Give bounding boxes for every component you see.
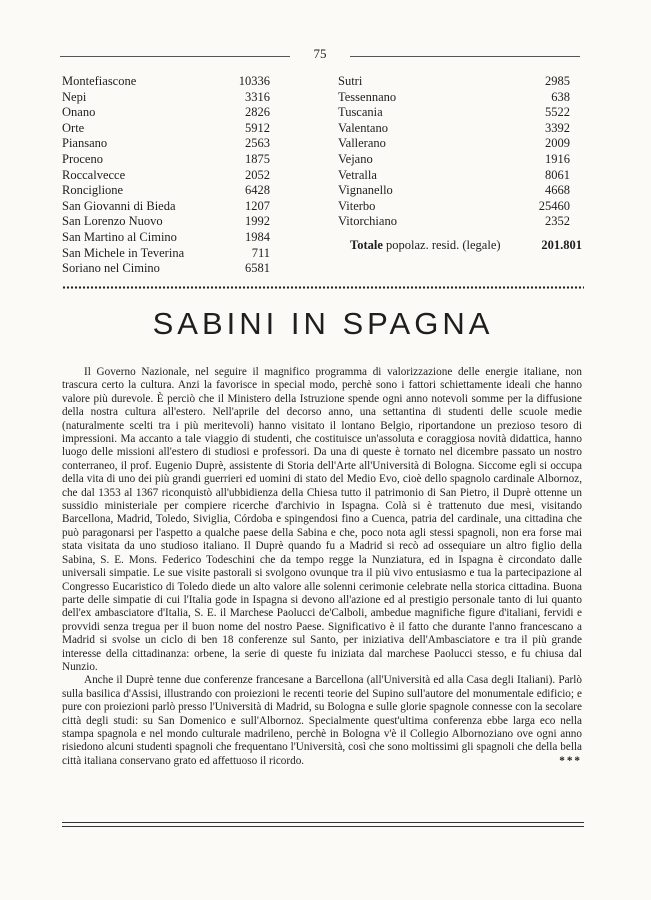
town-name: Ronciglione: [62, 183, 124, 198]
town-population: 10336: [238, 74, 270, 88]
town-name: Piansano: [62, 136, 108, 151]
towns-list-right: [338, 74, 570, 230]
header-rule-right: [350, 56, 580, 57]
total-label-bold: Totale: [350, 238, 383, 252]
town-row: [62, 214, 270, 230]
town-population: 2009: [545, 136, 570, 151]
town-name: Soriano nel Cimino: [62, 261, 160, 276]
town-row: [62, 136, 270, 152]
town-population: 1916: [545, 151, 570, 166]
town-row: [338, 90, 570, 106]
town-name: Viterbo: [338, 198, 376, 213]
town-row: [62, 90, 270, 106]
town-name: Orte: [62, 120, 85, 135]
header-rule-left: [60, 56, 290, 57]
town-population: 4668: [545, 183, 570, 198]
town-row: [62, 261, 270, 277]
total-label-rest: popolaz. resid. (legale): [386, 238, 501, 252]
town-population: 2826: [245, 105, 270, 120]
total-value: 201.801: [541, 238, 582, 252]
town-population: 6581: [245, 261, 270, 276]
town-population: 3392: [545, 120, 570, 135]
town-population: 6428: [245, 183, 270, 198]
town-name: Sutri: [338, 74, 363, 88]
town-population: 1207: [245, 198, 270, 213]
town-row: [338, 152, 570, 168]
end-mark: ***: [559, 754, 582, 767]
town-row: [338, 183, 570, 199]
page-number: 75: [313, 46, 327, 61]
town-population: 25460: [538, 198, 570, 213]
town-row: [62, 168, 270, 184]
town-row: [338, 121, 570, 137]
town-name: Valentano: [338, 120, 388, 135]
town-name: San Michele in Teverina: [62, 245, 185, 260]
town-name: Tessennano: [338, 89, 397, 104]
town-population: 2563: [245, 136, 270, 151]
town-population: 1875: [245, 151, 270, 166]
town-population: 2352: [545, 214, 570, 229]
town-name: San Giovanni di Bieda: [62, 198, 176, 213]
town-name: Vallerano: [338, 136, 386, 151]
bottom-rule: [62, 822, 584, 823]
town-population: 5522: [545, 105, 570, 120]
town-name: Onano: [62, 105, 96, 120]
town-population: 8061: [545, 167, 570, 182]
town-row: [62, 246, 270, 262]
town-name: Montefiascone: [62, 74, 137, 88]
town-name: San Lorenzo Nuovo: [62, 214, 163, 229]
town-name: Vignanello: [338, 183, 393, 198]
town-row: [338, 105, 570, 121]
town-population: 3316: [245, 89, 270, 104]
town-name: San Martino al Cimino: [62, 229, 177, 244]
town-population: 1992: [245, 214, 270, 229]
town-row: [62, 152, 270, 168]
town-name: Vejano: [338, 151, 373, 166]
town-row: [62, 121, 270, 137]
town-population: 2985: [545, 74, 570, 88]
town-row: [338, 136, 570, 152]
town-population: 638: [551, 89, 570, 104]
town-row: [62, 105, 270, 121]
town-name: Roccalvecce: [62, 167, 126, 182]
population-total: [350, 238, 582, 253]
article-title: SABINI IN SPAGNA: [152, 306, 494, 341]
town-name: Nepi: [62, 89, 87, 104]
town-row: [62, 199, 270, 215]
article-paragraph-2: [62, 674, 582, 768]
bottom-rule-second: [62, 826, 584, 827]
page-header: [60, 46, 580, 66]
town-row: [338, 168, 570, 184]
town-row: [62, 230, 270, 246]
towns-list-left: [62, 74, 270, 277]
town-row: [338, 74, 570, 90]
total-label: [350, 238, 501, 253]
article-paragraph-2-text: Anche il Duprè tenne due conferenze francesane a Barcellona (all'Università ed alla Casa degli Italiani). Parlò sulla basilica d'Assisi, illustrando con proiezioni le recenti teorie del Supino sull'autore del monumentale edificio; e pure con proiezioni parlò presso l'Università di Madrid, su Bologna e sulle glorie spagnole connesse con la secolare città degli studi: su San Domenico e sull'Albornoz. Specialmente quest'ultima conferenza ebbe larga eco nella stampa spagnola e nel mondo culturale madrileno, perchè in Bologna v'è il Collegio Albornoziano ove ogni anno risiedono alcuni studenti spagnoli che frequentano l'Università, così che sono moltissimi gli spagnoli che della bella città italiana conservano grato ed affettuoso il ricordo.: [62, 674, 582, 767]
town-name: Tuscania: [338, 105, 383, 120]
town-population: 5912: [245, 120, 270, 135]
town-name: Proceno: [62, 151, 103, 166]
dotted-separator: [62, 286, 584, 289]
town-row: [338, 199, 570, 215]
town-population: 711: [251, 245, 270, 260]
article-body: [62, 366, 582, 768]
town-name: Vitorchiano: [338, 214, 397, 229]
town-population: 1984: [245, 229, 270, 244]
town-name: Vetralla: [338, 167, 377, 182]
town-row: [62, 74, 270, 90]
article-paragraph-1: Il Governo Nazionale, nel seguire il magnifico programma di valorizzazione delle energie italiane, non trascura certo la cultura. Anzi la favorisce in special modo, perchè sono i fattori schiettamente ideali che hanno valore più durevole. È perciò che il Ministero della Istruzione spende ogni anno notevoli somme per la diffusione della nostra cultura all'estero. Nell'aprile del decorso anno, una settantina di studenti delle scuole medie (naturalmente scelti tra i più meritevoli) hanno visitato il lontano Belgio, riportandone un prezioso tesoro di impressioni. Ma accanto a tale viaggio di studenti, che costituisce un'assoluta e coraggiosa novità didattica, hanno luogo delle missioni all'estero di studiosi e professori. Da una di queste è tornato nel dicembre passato un nostro conterraneo, il prof. Eugenio Duprè, assistente di Storia dell'Arte all'Università di Bologna. Siccome egli si occupa della vita di uno dei più grandi guerrieri ed uomini di stato del Medio Evo, cioè dello spagnolo cardinale Albornoz, che dal 1353 al 1367 riconquistò all'ubbidienza della Chiesa tutto il patrimonio di San Pietro, il Duprè ottenne un sussidio ministeriale per compiere ricerche d'archivio in Ispagna. Colà si è trattenuto due mesi, visitando Barcellona, Madrid, Toledo, Siviglia, Córdoba e spingendosi fino a Cuenca, patria del cardinale, una cittadina che può paragonarsi per l'aspetto a qualche paese della Sabina e che, poco nota agli stessi spagnoli, non era forse mai stata visitata da uno studioso italiano. Il Duprè quando fu a Madrid si recò ad ossequiare un altro figlio della Sabina, S. E. Mons. Federico Todeschini che da tempo regge la Nunziatura, ed in Ispagna è circondato dalle universali simpatie. Le sue visite pastorali si svolgono ovunque tra il più vivo entusiasmo e tua la partecipazione al Congresso Eucaristico di Toledo diede un alto valore alle solenni cerimonie celebrate nella storica cittadina. Buona parte delle simpatie di cui l'Italia gode in Ispagna si devono all'azione ed al prestigio personale tanto di lui quanto dell'ex ambasciatore d'Italia, S. E. il Marchese Paolucci de'Calboli, ambedue magnifiche figure d'italiani, fervidi e provvidi senza tregua per il buon nome del nostro Paese. Significativo è il fatto che durante l'anno francescano a Madrid si svolse un ciclo di ben 18 conferenze sul Santo, per iniziativa dell'Ambasciatore e tra il più grande interesse della cittadinanza: orbene, la serie di queste fu iniziata dal marchese Paolucci stesso, e fu chiusa dal Nunzio.: [62, 366, 582, 673]
town-row: [338, 214, 570, 230]
town-row: [62, 183, 270, 199]
town-population: 2052: [245, 167, 270, 182]
